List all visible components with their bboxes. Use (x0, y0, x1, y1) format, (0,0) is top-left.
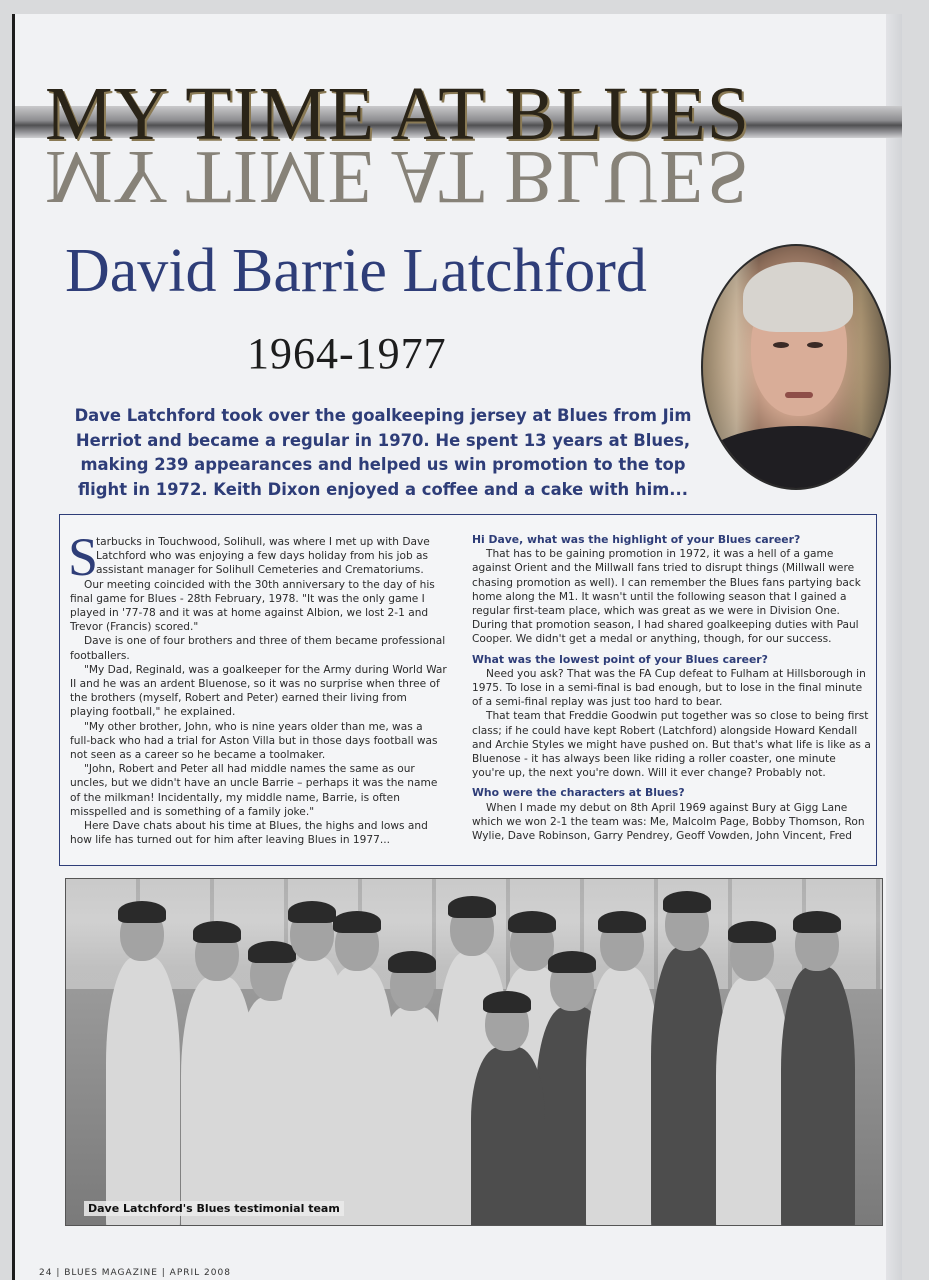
figure-hair (388, 951, 436, 973)
article-line: of the milkman! Incidentally, my middle name, Barrie, is often (70, 791, 400, 804)
figure-shirt (471, 1047, 545, 1226)
team-photo (65, 878, 883, 1226)
figure-shirt (651, 947, 725, 1226)
figure-shirt (716, 977, 790, 1226)
article-left-column (68, 527, 448, 847)
portrait-hair (743, 262, 853, 332)
article-line: Here Dave chats about his time at Blues, the highs and lows and (84, 820, 428, 833)
figure-hair (448, 896, 496, 918)
question-heading: What was the lowest point of your Blues career? (472, 652, 768, 666)
article-line: Our meeting coincided with the 30th anniversary to the day of his (84, 578, 435, 591)
article-line: the brothers (myself, Robert and Peter) earned their living from (70, 692, 407, 705)
article-line: "My Dad, Reginald, was a goalkeeper for the Army during World War (84, 663, 447, 676)
portrait-mouth (785, 392, 813, 398)
masthead-reflection: MY TIME AT BLUES (45, 135, 751, 219)
article-line: misspelled and is something of a family joke." (70, 805, 315, 818)
article-right-column (472, 533, 871, 843)
article-line: II and he was an ardent Bluenose, so it was no surprise when three of (70, 678, 440, 691)
article-line: home along the M1. It wasn't until the following season that I gained a (472, 590, 847, 603)
article-line: When I made my debut on 8th April 1969 against Bury at Gigg Lane (486, 801, 848, 814)
figure-shirt (781, 967, 855, 1226)
article-line: you're up, the next you're down. Will it ever change? Probably not. (472, 767, 826, 780)
photo-caption: Dave Latchford's Blues testimonial team (84, 1201, 344, 1216)
article-line: and Archie Styles we might have pushed on. But that's what life is like as a (472, 738, 871, 751)
article-line: "John, Robert and Peter all had middle names the same as our (84, 763, 415, 776)
figure-hair (483, 991, 531, 1013)
player-name: David Barrie Latchford (65, 237, 647, 305)
figure-hair (508, 911, 556, 933)
article-line: Bluenose - it has always been like riding a roller coaster, one minute (472, 753, 836, 766)
article-line: Cooper. We didn't get a medal or anything, though, for our success. (472, 633, 832, 646)
masthead-title: MY TIME AT BLUES (45, 72, 751, 156)
figure-shirt (106, 957, 180, 1226)
article-line: That team that Freddie Goodwin put together was so close to being first (486, 710, 869, 723)
article-line: chasing promotion as well). I can remember the Blues fans partying back (472, 576, 861, 589)
portrait-eye (773, 342, 789, 348)
article-line: regular first-team place, which was great as we were in Division One. (472, 605, 840, 618)
portrait-body (703, 426, 891, 490)
question-heading: Who were the characters at Blues? (472, 786, 685, 800)
portrait-eye (807, 342, 823, 348)
article-line: which we won 2-1 the team was: Me, Malcolm Page, Bobby Thomson, Ron (472, 815, 865, 828)
article-line: how life has turned out for him after leaving Blues in 1977... (70, 834, 390, 847)
article-line: not seen as a career so he became a toolmaker. (70, 749, 326, 762)
article-line: final game for Blues - 28th February, 1978. "It was the only game I (70, 592, 425, 605)
article-line: against Orient and the Millwall fans tried to disrupt things (Millwall were (472, 562, 855, 575)
page-footer: 24 | BLUES MAGAZINE | APRIL 2008 (39, 1268, 231, 1278)
article-line: "My other brother, John, who is nine years older than me, was a (84, 720, 423, 733)
figure-hair (548, 951, 596, 973)
article-line: played in '77-78 and it was at home against Albion, we lost 2-1 and (70, 607, 429, 620)
figure-hair (248, 941, 296, 963)
article-text-box (59, 514, 877, 866)
article-line: uncles, but we didn't have an uncle Barrie – perhaps it was the name (70, 777, 438, 790)
article-line: class; if he could have kept Robert (Latchford) alongside Howard Kendall (472, 724, 858, 737)
question-heading: Hi Dave, what was the highlight of your Blues career? (472, 533, 801, 546)
magazine-page (12, 14, 902, 1280)
figure-hair (333, 911, 381, 933)
article-line: full-back who had a trial for Aston Villa but in those days football was (70, 734, 438, 747)
article-line: playing football," he explained. (70, 706, 236, 719)
article-line: Wylie, Dave Robinson, Garry Pendrey, Geoff Vowden, John Vincent, Fred (472, 830, 853, 843)
article-line: Trevor (Francis) scored." (70, 621, 199, 634)
article-line: That has to be gaining promotion in 1972, it was a hell of a game (486, 548, 834, 561)
article-line: footballers. (70, 649, 130, 662)
article-line: 1975. To lose in a semi-final is bad enough, but to lose in the final minute (472, 682, 863, 695)
article-line: Need you ask? That was the FA Cup defeat to Fulham at Hillsborough in (486, 667, 866, 680)
figure-hair (728, 921, 776, 943)
article-line: Latchford who was enjoying a few days holiday from his job as (96, 550, 429, 563)
drop-cap: S (68, 527, 99, 587)
article-line: of a semi-final replay was just too hard to bear. (472, 696, 723, 709)
figure-hair (663, 891, 711, 913)
figure-hair (288, 901, 336, 923)
figure-hair (193, 921, 241, 943)
figure-shirt (586, 967, 660, 1226)
intro-standfirst: Dave Latchford took over the goalkeeping jersey at Blues from Jim Herriot and became a regular in 1970. He spent 13 years at Blues, making 239 appearances and helped us win promotion to the top flight in 1972. Keith Dixon enjoyed a coffee and a cake with him... (74, 406, 692, 499)
article-line: assistant manager for Solihull Cemeteries and Crematoriums. (96, 564, 424, 577)
article-line: During that promotion season, I had shared goalkeeping duties with Paul (472, 619, 859, 632)
figure-hair (793, 911, 841, 933)
figure-hair (598, 911, 646, 933)
portrait-photo (701, 244, 891, 490)
article-line: tarbucks in Touchwood, Solihull, was where I met up with Dave (96, 536, 430, 548)
article-line: Dave is one of four brothers and three of them became professional (84, 635, 446, 648)
figure-hair (118, 901, 166, 923)
player-years: 1964-1977 (247, 329, 447, 378)
